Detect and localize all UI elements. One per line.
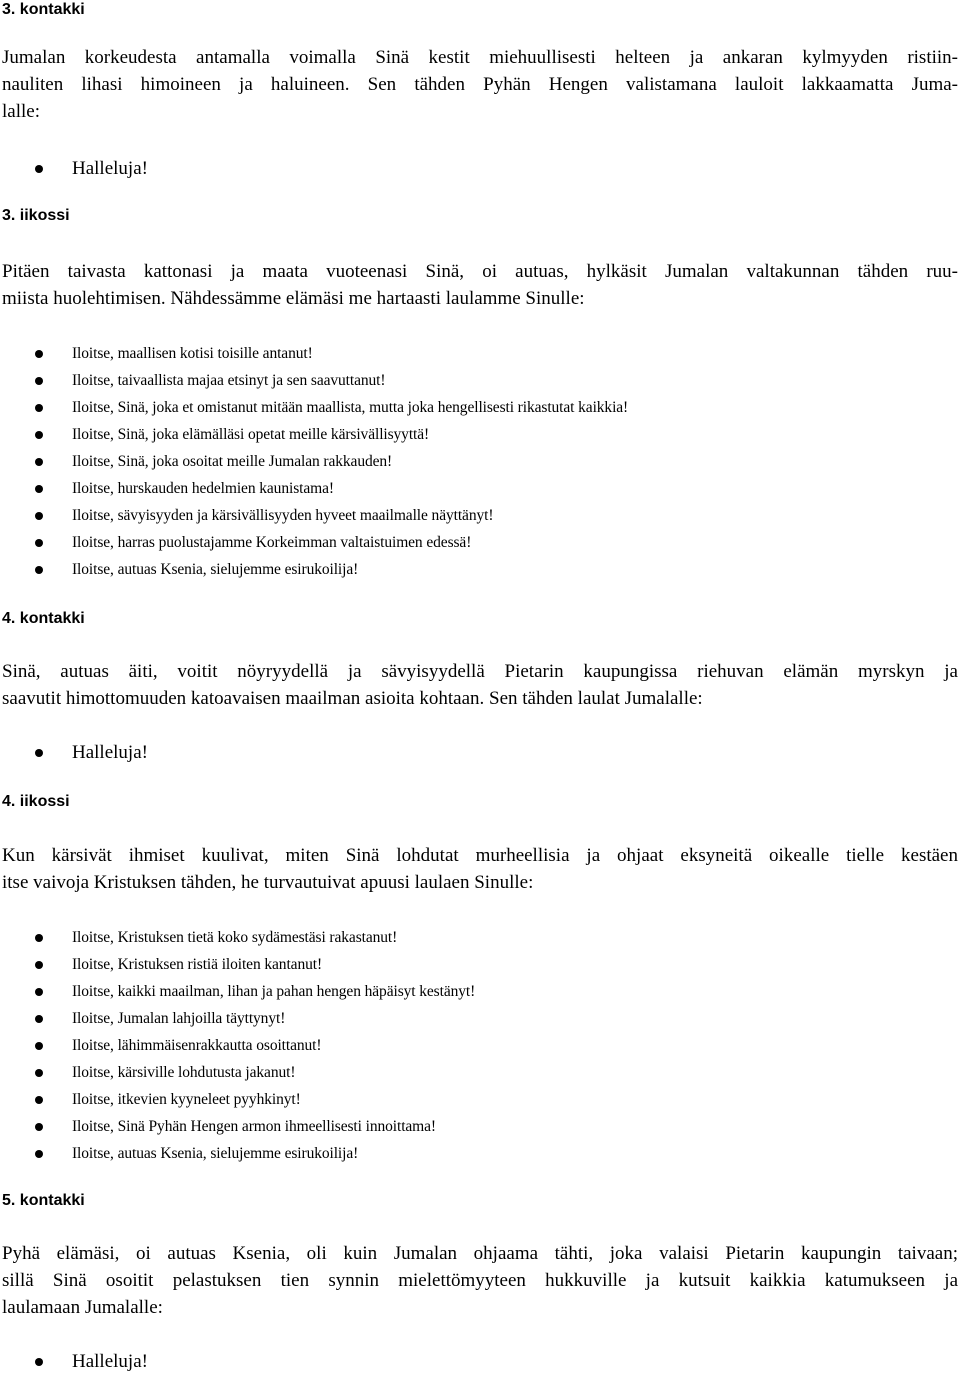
- paragraph-line: laulamaan Jumalalle:: [2, 1297, 163, 1318]
- list-item-text: Iloitse, itkevien kyyneleet pyyhkinyt!: [72, 1091, 301, 1108]
- paragraph-line: nauliten lihasi himoineen ja haluineen. Sen tähden Pyhän Hengen valistamana lauloit lakkaamatta Juma-: [2, 74, 958, 95]
- paragraph-line: lalle:: [2, 101, 40, 122]
- section-paragraph: [2, 658, 958, 712]
- bullet-icon: [35, 988, 43, 996]
- section-heading: 3. kontakki: [2, 1, 85, 18]
- hymn-list: [0, 739, 148, 766]
- hymn-list: [0, 924, 475, 1167]
- list-item: [0, 421, 628, 448]
- list-item-text: Iloitse, Sinä, joka osoitat meille Jumalan rakkauden!: [72, 453, 393, 470]
- bullet-icon: [35, 1150, 43, 1158]
- bullet-icon: [35, 961, 43, 969]
- list-item-text: Iloitse, autuas Ksenia, sielujemme esirukoilija!: [72, 561, 359, 578]
- list-item: [0, 1140, 475, 1167]
- section-paragraph: [2, 842, 958, 896]
- bullet-icon: [35, 431, 43, 439]
- list-item-text: Iloitse, Sinä Pyhän Hengen armon ihmeellisesti innoittama!: [72, 1118, 436, 1135]
- paragraph-line: Pyhä elämäsi, oi autuas Ksenia, oli kuin Jumalan ohjaama tähti, joka valaisi Pietarin kaupungin taivaan;: [2, 1243, 958, 1264]
- list-item: [0, 739, 148, 766]
- paragraph-line: Pitäen taivasta kattonasi ja maata vuoteenasi Sinä, oi autuas, hylkäsit Jumalan valtakunnan tähden ruu-: [2, 261, 958, 282]
- list-item: [0, 1113, 475, 1140]
- list-item: [0, 951, 475, 978]
- list-item-text: Iloitse, taivaallista majaa etsinyt ja sen saavuttanut!: [72, 372, 386, 389]
- bullet-icon: [35, 1042, 43, 1050]
- list-item: [0, 502, 628, 529]
- paragraph-line: sillä Sinä osoitit pelastuksen tien synnin mielettömyyteen hukkuville ja kutsuit kaikkia katumukseen ja: [2, 1270, 958, 1291]
- section-paragraph: [2, 258, 958, 312]
- list-item-text: Iloitse, maallisen kotisi toisille antanut!: [72, 345, 313, 362]
- bullet-icon: [35, 749, 43, 757]
- list-item-text: Iloitse, lähimmäisenrakkautta osoittanut!: [72, 1037, 322, 1054]
- hymn-list: [0, 155, 148, 182]
- list-item-text: Iloitse, Jumalan lahjoilla täyttynyt!: [72, 1010, 286, 1027]
- hymn-list: [0, 1348, 148, 1375]
- bullet-icon: [35, 1358, 43, 1366]
- bullet-icon: [35, 485, 43, 493]
- list-item: [0, 1005, 475, 1032]
- section-heading: 5. kontakki: [2, 1192, 85, 1209]
- list-item: [0, 340, 628, 367]
- list-item-text: Iloitse, Kristuksen ristiä iloiten kantanut!: [72, 956, 323, 973]
- paragraph-line: Sinä, autuas äiti, voitit nöyryydellä ja sävyisyydellä Pietarin kaupungissa riehuvan elämän myrskyn ja: [2, 661, 958, 682]
- list-item: [0, 475, 628, 502]
- paragraph-line: Jumalan korkeudesta antamalla voimalla Sinä kestit miehuullisesti helteen ja ankaran kylmyyden ristiin-: [2, 47, 958, 68]
- bullet-icon: [35, 1069, 43, 1077]
- list-item: [0, 367, 628, 394]
- list-item-text: Halleluja!: [72, 1351, 148, 1372]
- list-item-text: Iloitse, hurskauden hedelmien kaunistama!: [72, 480, 334, 497]
- list-item-text: Iloitse, Sinä, joka et omistanut mitään maallista, mutta joka hengellisesti rikastutat kaikkia!: [72, 399, 629, 416]
- list-item-text: Iloitse, harras puolustajamme Korkeimman valtaistuimen edessä!: [72, 534, 472, 551]
- section-heading: 4. kontakki: [2, 610, 85, 627]
- bullet-icon: [35, 350, 43, 358]
- bullet-icon: [35, 404, 43, 412]
- list-item-text: Halleluja!: [72, 158, 148, 179]
- list-item-text: Iloitse, sävyisyyden ja kärsivällisyyden hyveet maailmalle näyttänyt!: [72, 507, 494, 524]
- list-item: [0, 556, 628, 583]
- list-item-text: Iloitse, Sinä, joka elämälläsi opetat meille kärsivällisyyttä!: [72, 426, 430, 443]
- list-item-text: Iloitse, kaikki maailman, lihan ja pahan hengen häpäisyt kestänyt!: [72, 983, 476, 1000]
- list-item-text: Iloitse, autuas Ksenia, sielujemme esirukoilija!: [72, 1145, 359, 1162]
- list-item-text: Iloitse, Kristuksen tietä koko sydämestäsi rakastanut!: [72, 929, 398, 946]
- list-item: [0, 448, 628, 475]
- bullet-icon: [35, 512, 43, 520]
- bullet-icon: [35, 458, 43, 466]
- list-item: [0, 978, 475, 1005]
- list-item: [0, 1032, 475, 1059]
- section-paragraph: [2, 1240, 958, 1321]
- list-item: [0, 394, 628, 421]
- list-item: [0, 1086, 475, 1113]
- list-item: [0, 155, 148, 182]
- list-item: [0, 1059, 475, 1086]
- list-item: [0, 924, 475, 951]
- bullet-icon: [35, 377, 43, 385]
- bullet-icon: [35, 1015, 43, 1023]
- list-item-text: Iloitse, kärsiville lohdutusta jakanut!: [72, 1064, 296, 1081]
- section-heading: 3. iikossi: [2, 207, 70, 224]
- list-item: [0, 529, 628, 556]
- hymn-list: [0, 340, 628, 583]
- paragraph-line: miista huolehtimisen. Nähdessämme elämäsi me hartaasti laulamme Sinulle:: [2, 288, 585, 309]
- bullet-icon: [35, 934, 43, 942]
- paragraph-line: Kun kärsivät ihmiset kuulivat, miten Sinä lohdutat murheellisia ja ohjaat eksyneitä oikealle tielle kestäen: [2, 845, 958, 866]
- bullet-icon: [35, 165, 43, 173]
- bullet-icon: [35, 1096, 43, 1104]
- list-item-text: Halleluja!: [72, 742, 148, 763]
- section-paragraph: [2, 44, 958, 125]
- section-heading: 4. iikossi: [2, 793, 70, 810]
- paragraph-line: saavutit himottomuuden katoavaisen maailman asioita kohtaan. Sen tähden laulat Jumalalle:: [2, 688, 703, 709]
- paragraph-line: itse vaivoja Kristuksen tähden, he turvautuivat apuusi laulaen Sinulle:: [2, 872, 534, 893]
- bullet-icon: [35, 566, 43, 574]
- bullet-icon: [35, 1123, 43, 1131]
- bullet-icon: [35, 539, 43, 547]
- list-item: [0, 1348, 148, 1375]
